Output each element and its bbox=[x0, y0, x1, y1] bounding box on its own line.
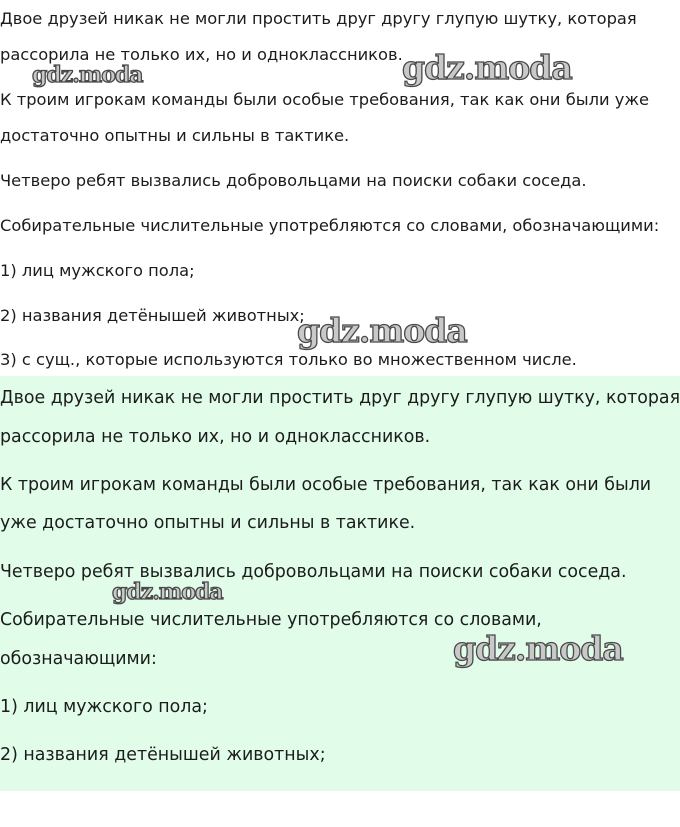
text-line: уже достаточно опытны и сильны в тактике. bbox=[0, 513, 416, 533]
watermark-logo: gdz.moda bbox=[32, 62, 143, 88]
green-answer-block bbox=[0, 376, 680, 791]
text-line: Собирательные числительные употребляются со словами, обозначающими: bbox=[0, 216, 660, 235]
text-line: обозначающими: bbox=[0, 649, 157, 669]
text-line: 1) лиц мужского пола; bbox=[0, 697, 208, 717]
text-line: 3) с сущ., которые используются только во множественном числе. bbox=[0, 350, 577, 369]
text-line: Собирательные числительные употребляются со словами, bbox=[0, 610, 542, 630]
watermark-logo: gdz.moda bbox=[402, 48, 572, 87]
text-line: рассорила не только их, но и одноклассников. bbox=[0, 45, 403, 64]
text-line: рассорила не только их, но и одноклассников. bbox=[0, 427, 431, 447]
watermark-logo: gdz.moda bbox=[297, 311, 467, 350]
text-line: Двое друзей никак не могли простить друг другу глупую шутку, которая bbox=[0, 9, 637, 28]
text-line: 2) названия детёнышей животных; bbox=[0, 306, 305, 325]
text-line: Двое друзей никак не могли простить друг другу глупую шутку, которая bbox=[0, 388, 680, 408]
text-line: 1) лиц мужского пола; bbox=[0, 261, 195, 280]
text-line: достаточно опытны и сильны в тактике. bbox=[0, 126, 350, 145]
text-line: 2) названия детёнышей животных; bbox=[0, 745, 326, 765]
watermark-logo: gdz.moda bbox=[453, 629, 623, 668]
text-line: Четверо ребят вызвались добровольцами на поиски собаки соседа. bbox=[0, 562, 627, 582]
text-line: К троим игрокам команды были особые требования, так как они были bbox=[0, 475, 652, 495]
watermark-logo: gdz.moda bbox=[112, 579, 223, 605]
text-line: К троим игрокам команды были особые требования, так как они были уже bbox=[0, 90, 650, 109]
text-line: Четверо ребят вызвались добровольцами на поиски собаки соседа. bbox=[0, 171, 587, 190]
